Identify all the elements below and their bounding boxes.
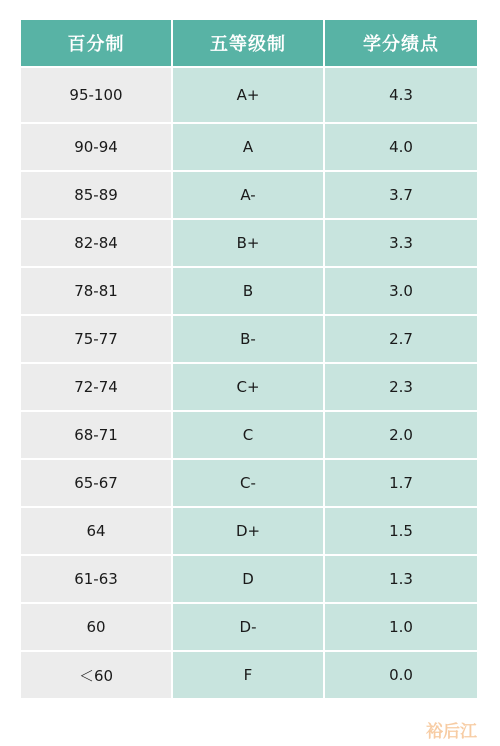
table-row [21,316,477,364]
gpa-cell: 0.0 [325,652,477,700]
gpa-cell: 3.3 [325,220,477,268]
percent-cell: 90-94 [21,124,173,172]
letter-grade-cell: F [173,652,325,700]
table-row [21,652,477,700]
table-row [21,556,477,604]
letter-grade-cell: B+ [173,220,325,268]
gpa-cell: 4.0 [325,124,477,172]
table-row [21,124,477,172]
table-row [21,364,477,412]
percent-cell: 95-100 [21,68,173,124]
percent-cell: ＜60 [21,652,173,700]
letter-grade-cell: B [173,268,325,316]
gpa-cell: 2.7 [325,316,477,364]
percent-cell: 65-67 [21,460,173,508]
gpa-cell: 3.7 [325,172,477,220]
percent-cell: 78-81 [21,268,173,316]
letter-grade-cell: D- [173,604,325,652]
header-percent: 百分制 [21,20,173,68]
gpa-cell: 2.3 [325,364,477,412]
percent-cell: 64 [21,508,173,556]
gpa-cell: 1.5 [325,508,477,556]
gpa-cell: 1.3 [325,556,477,604]
percent-cell: 75-77 [21,316,173,364]
percent-cell: 61-63 [21,556,173,604]
letter-grade-cell: A+ [173,68,325,124]
header-gpa: 学分绩点 [325,20,477,68]
gpa-cell: 2.0 [325,412,477,460]
grade-conversion-table [21,20,477,700]
gpa-cell: 3.0 [325,268,477,316]
letter-grade-cell: C- [173,460,325,508]
percent-cell: 60 [21,604,173,652]
table-header [21,20,477,68]
gpa-cell: 1.7 [325,460,477,508]
table-row [21,268,477,316]
letter-grade-cell: D+ [173,508,325,556]
table-row [21,220,477,268]
watermark-logo: 裕后江 [426,722,477,742]
header-row [21,20,477,68]
letter-grade-cell: A- [173,172,325,220]
percent-cell: 82-84 [21,220,173,268]
gpa-cell: 4.3 [325,68,477,124]
percent-cell: 72-74 [21,364,173,412]
letter-grade-cell: A [173,124,325,172]
header-letter-grade: 五等级制 [173,20,325,68]
table-row [21,412,477,460]
percent-cell: 85-89 [21,172,173,220]
letter-grade-cell: C+ [173,364,325,412]
percent-cell: 68-71 [21,412,173,460]
letter-grade-cell: D [173,556,325,604]
letter-grade-cell: C [173,412,325,460]
letter-grade-cell: B- [173,316,325,364]
table-row [21,172,477,220]
table-row [21,508,477,556]
table-row [21,460,477,508]
table-row [21,604,477,652]
table-body [21,68,477,700]
table-row [21,68,477,124]
gpa-cell: 1.0 [325,604,477,652]
